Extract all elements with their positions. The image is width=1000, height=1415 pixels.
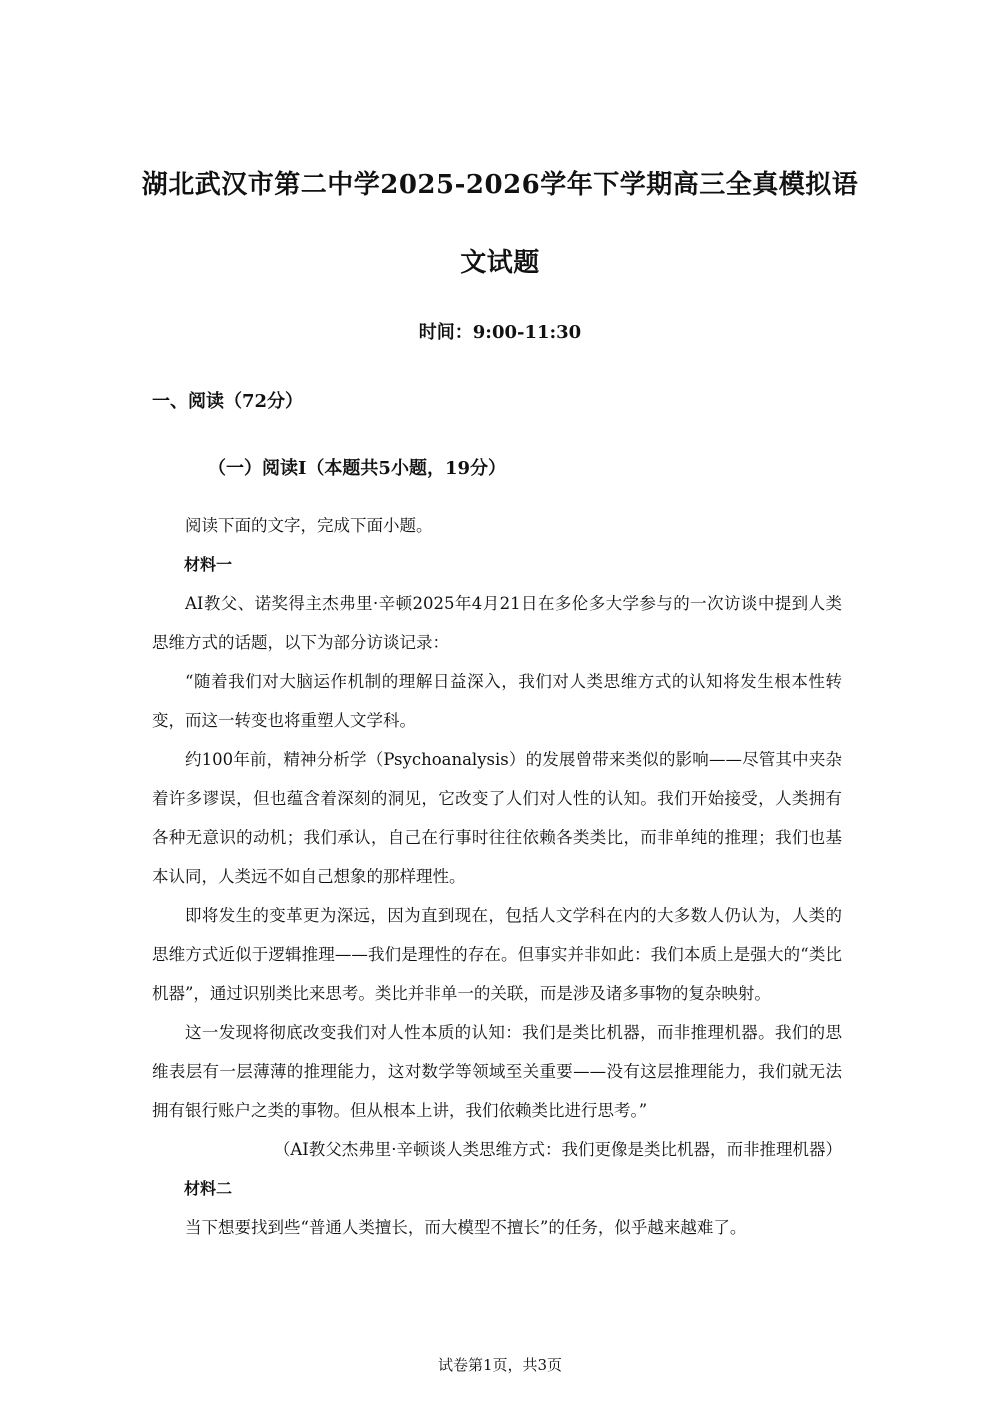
page-footer: 试卷第1页，共3页	[437, 1356, 563, 1374]
subsection-heading: （一）阅读Ⅰ（本题共5小题，19分）	[208, 458, 506, 479]
material1-label: 材料一	[184, 555, 233, 574]
material1-paragraph: 约100年前，精神分析学（Psychoanalysis）的发展曾带来类似的影响——尽管其中夹杂着许多谬误，但也蕴含着深刻的洞见，它改变了人们对人性的认知。我们开始接受，人类拥有各种无意识的动机；我们承认，自己在行事时往往依赖各类类比，而非单纯的推理；我们也基本认同，人类远不如自己想象的那样理性。	[152, 750, 842, 886]
exam-title-line2: 文试题	[460, 248, 540, 278]
material2-paragraph: 当下想要找到些“普通人类擅长，而大模型不擅长”的任务，似乎越来越难了。	[185, 1218, 747, 1237]
exam-title-line1: 湖北武汉市第二中学2025-2026学年下学期高三全真模拟语	[141, 170, 859, 200]
exam-time: 时间：9:00-11:30	[418, 322, 582, 343]
section-heading: 一、阅读（72分）	[152, 391, 304, 412]
material1-paragraph: AI教父、诺奖得主杰弗里·辛顿2025年4月21日在多伦多大学参与的一次访谈中提到人类思维方式的话题，以下为部分访谈记录：	[152, 594, 842, 652]
material1-paragraph: “随着我们对大脑运作机制的理解日益深入，我们对人类思维方式的认知将发生根本性转变，而这一转变也将重塑人文学科。	[152, 672, 842, 730]
material1-source: （AI教父杰弗里·辛顿谈人类思维方式：我们更像是类比机器，而非推理机器）	[273, 1140, 842, 1159]
material1-paragraph: 这一发现将彻底改变我们对人性本质的认知：我们是类比机器，而非推理机器。我们的思维表层有一层薄薄的推理能力，这对数学等领域至关重要——没有这层推理能力，我们就无法拥有银行账户之类的事物。但从根本上讲，我们依赖类比进行思考。”	[152, 1023, 842, 1120]
material1-paragraph: 即将发生的变革更为深远，因为直到现在，包括人文学科在内的大多数人仍认为，人类的思维方式近似于逻辑推理——我们是理性的存在。但事实并非如此：我们本质上是强大的“类比机器”，通过识别类比来思考。类比并非单一的关联，而是涉及诸多事物的复杂映射。	[152, 906, 842, 1003]
instruction-text: 阅读下面的文字，完成下面小题。	[185, 516, 433, 535]
reading-body	[152, 506, 842, 1247]
material2-label: 材料二	[184, 1179, 233, 1198]
